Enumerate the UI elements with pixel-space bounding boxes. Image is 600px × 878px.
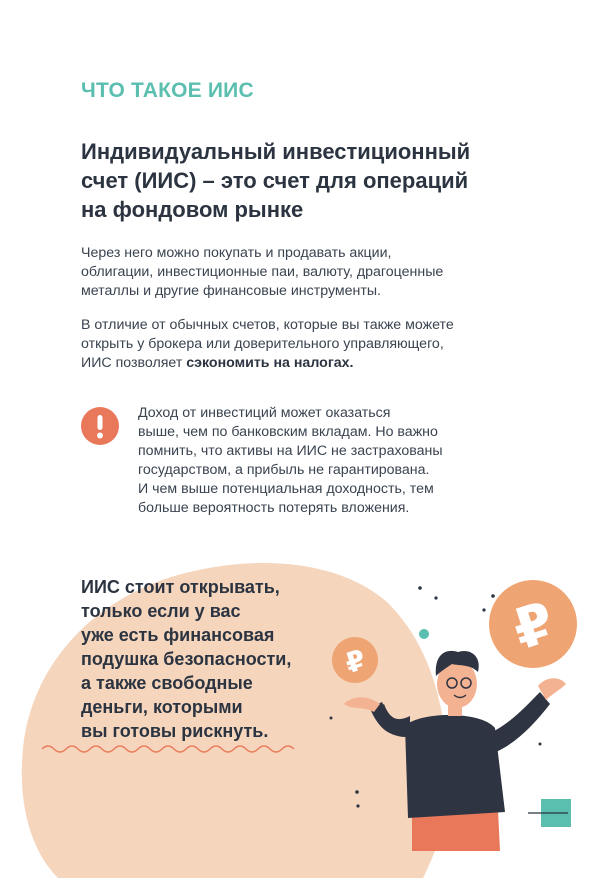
text-plain: ИИС позволяет: [81, 355, 187, 371]
decor-dot: [491, 594, 495, 598]
section-kicker: ЧТО ТАКОЕ ИИС: [81, 79, 254, 102]
text-line: И чем выше потенциальная доходность, тем: [138, 481, 434, 497]
decor-dot: [419, 629, 429, 639]
coin-symbol: ₽: [341, 642, 370, 681]
wavy-line-decoration: [42, 742, 302, 756]
text-line: металлы и другие финансовые инструменты.: [81, 283, 382, 299]
decor-dot: [355, 790, 359, 794]
title-line: на фондовом рынке: [81, 197, 304, 222]
title-line: счет (ИИС) – это счет для операций: [81, 168, 469, 193]
text-line: В отличие от обычных счетов, которые вы также можете: [81, 317, 454, 333]
text-line: выше, чем по банковским вкладам. Но важно: [138, 424, 438, 440]
callout-line: только если у вас: [81, 601, 241, 621]
callout-line: деньги, которыми: [81, 697, 243, 717]
coin-symbol: ₽: [505, 589, 563, 664]
text-line: Доход от инвестиций может оказаться: [138, 405, 391, 421]
decor-dot: [434, 596, 437, 599]
decor-dot: [482, 608, 485, 611]
decor-dot: [330, 717, 333, 720]
decor-dot: [356, 804, 359, 807]
text-line: государством, а прибыль не гарантирована.: [138, 462, 430, 478]
text-line: больше вероятность потерять вложения.: [138, 500, 410, 516]
person-figure: [344, 651, 566, 851]
text-line: открыть у брокера или доверительного управляющего,: [81, 336, 444, 352]
callout-line: а также свободные: [81, 673, 253, 693]
text-line: помнить, что активы на ИИС не застрахованы: [138, 443, 443, 459]
text-line: Через него можно покупать и продавать акции,: [81, 245, 392, 261]
tax-savings-emphasis: сэкономить на налогах.: [186, 355, 354, 371]
title-line: Индивидуальный инвестиционный: [81, 139, 471, 164]
callout-line: ИИС стоит открывать,: [81, 577, 280, 597]
decor-dot: [539, 743, 542, 746]
corner-line-decoration: [528, 810, 568, 816]
large-ruble-coin: [489, 580, 577, 668]
decor-dot: [418, 586, 422, 590]
callout-line: уже есть финансовая: [81, 625, 275, 645]
callout-line: вы готовы рискнуть.: [81, 721, 269, 741]
text-line: облигации, инвестиционные паи, валюту, драгоценные: [81, 264, 444, 280]
callout-line: подушка безопасности,: [81, 649, 292, 669]
small-ruble-coin: [332, 637, 378, 683]
